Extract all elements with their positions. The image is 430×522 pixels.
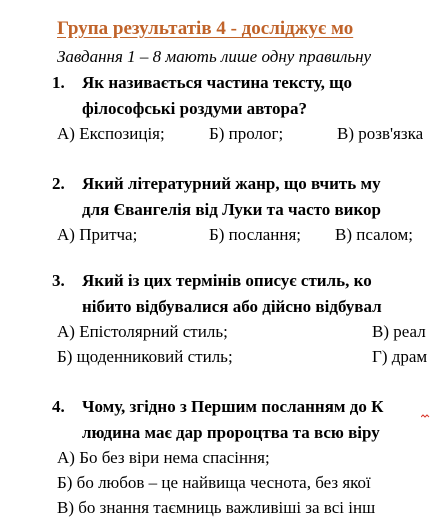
question-2-option-c: В) псалом; [335,225,413,244]
question-2-line-2: для Євангелія від Луки та часто викор [82,200,381,219]
question-4-number: 4. [52,397,65,416]
question-4-option-b: Б) бо любов – це найвища чеснота, без якої [57,473,371,492]
question-3-option-c: В) реал [372,322,426,341]
question-2-option-a: А) Притча; [57,225,138,244]
section-heading: Група результатів 4 - досліджує мо [57,18,354,39]
question-3-number: 3. [52,271,65,290]
question-3-line-2: нібито відбувалися або дійсно відбувал [82,297,382,316]
question-2-number: 2. [52,174,65,193]
question-2-option-b: Б) послання; [209,225,302,244]
question-3-option-d: Г) драм [372,347,428,366]
question-4-option-c: В) бо знання таємниць важливіші за всі інш [57,498,376,517]
spellcheck-squiggle [421,414,430,418]
question-1-option-c: В) розв'язка [337,124,424,143]
question-1-number: 1. [52,73,65,92]
question-1-option-a: А) Експозиція; [57,124,165,143]
question-1-line-1: Як називається частина тексту, що [82,73,353,92]
question-4-line-1: Чому, згідно з Першим посланням до К [82,397,384,416]
question-2-line-1: Який літературний жанр, що вчить му [82,174,381,193]
question-4-option-a: А) Бо без віри нема спасіння; [57,448,270,467]
question-3-line-1: Який із цих термінів описує стиль, ко [82,271,372,290]
instruction-text: Завдання 1 – 8 мають лише одну правильну [57,47,372,66]
question-3-option-b: Б) щоденниковий стиль; [57,347,233,366]
question-3-option-a: А) Епістолярний стиль; [57,322,228,341]
question-1-line-2: філософські роздуми автора? [82,99,307,118]
question-1-option-b: Б) пролог; [209,124,284,143]
question-4-line-2: людина має дар пророцтва та всю віру [82,423,380,442]
